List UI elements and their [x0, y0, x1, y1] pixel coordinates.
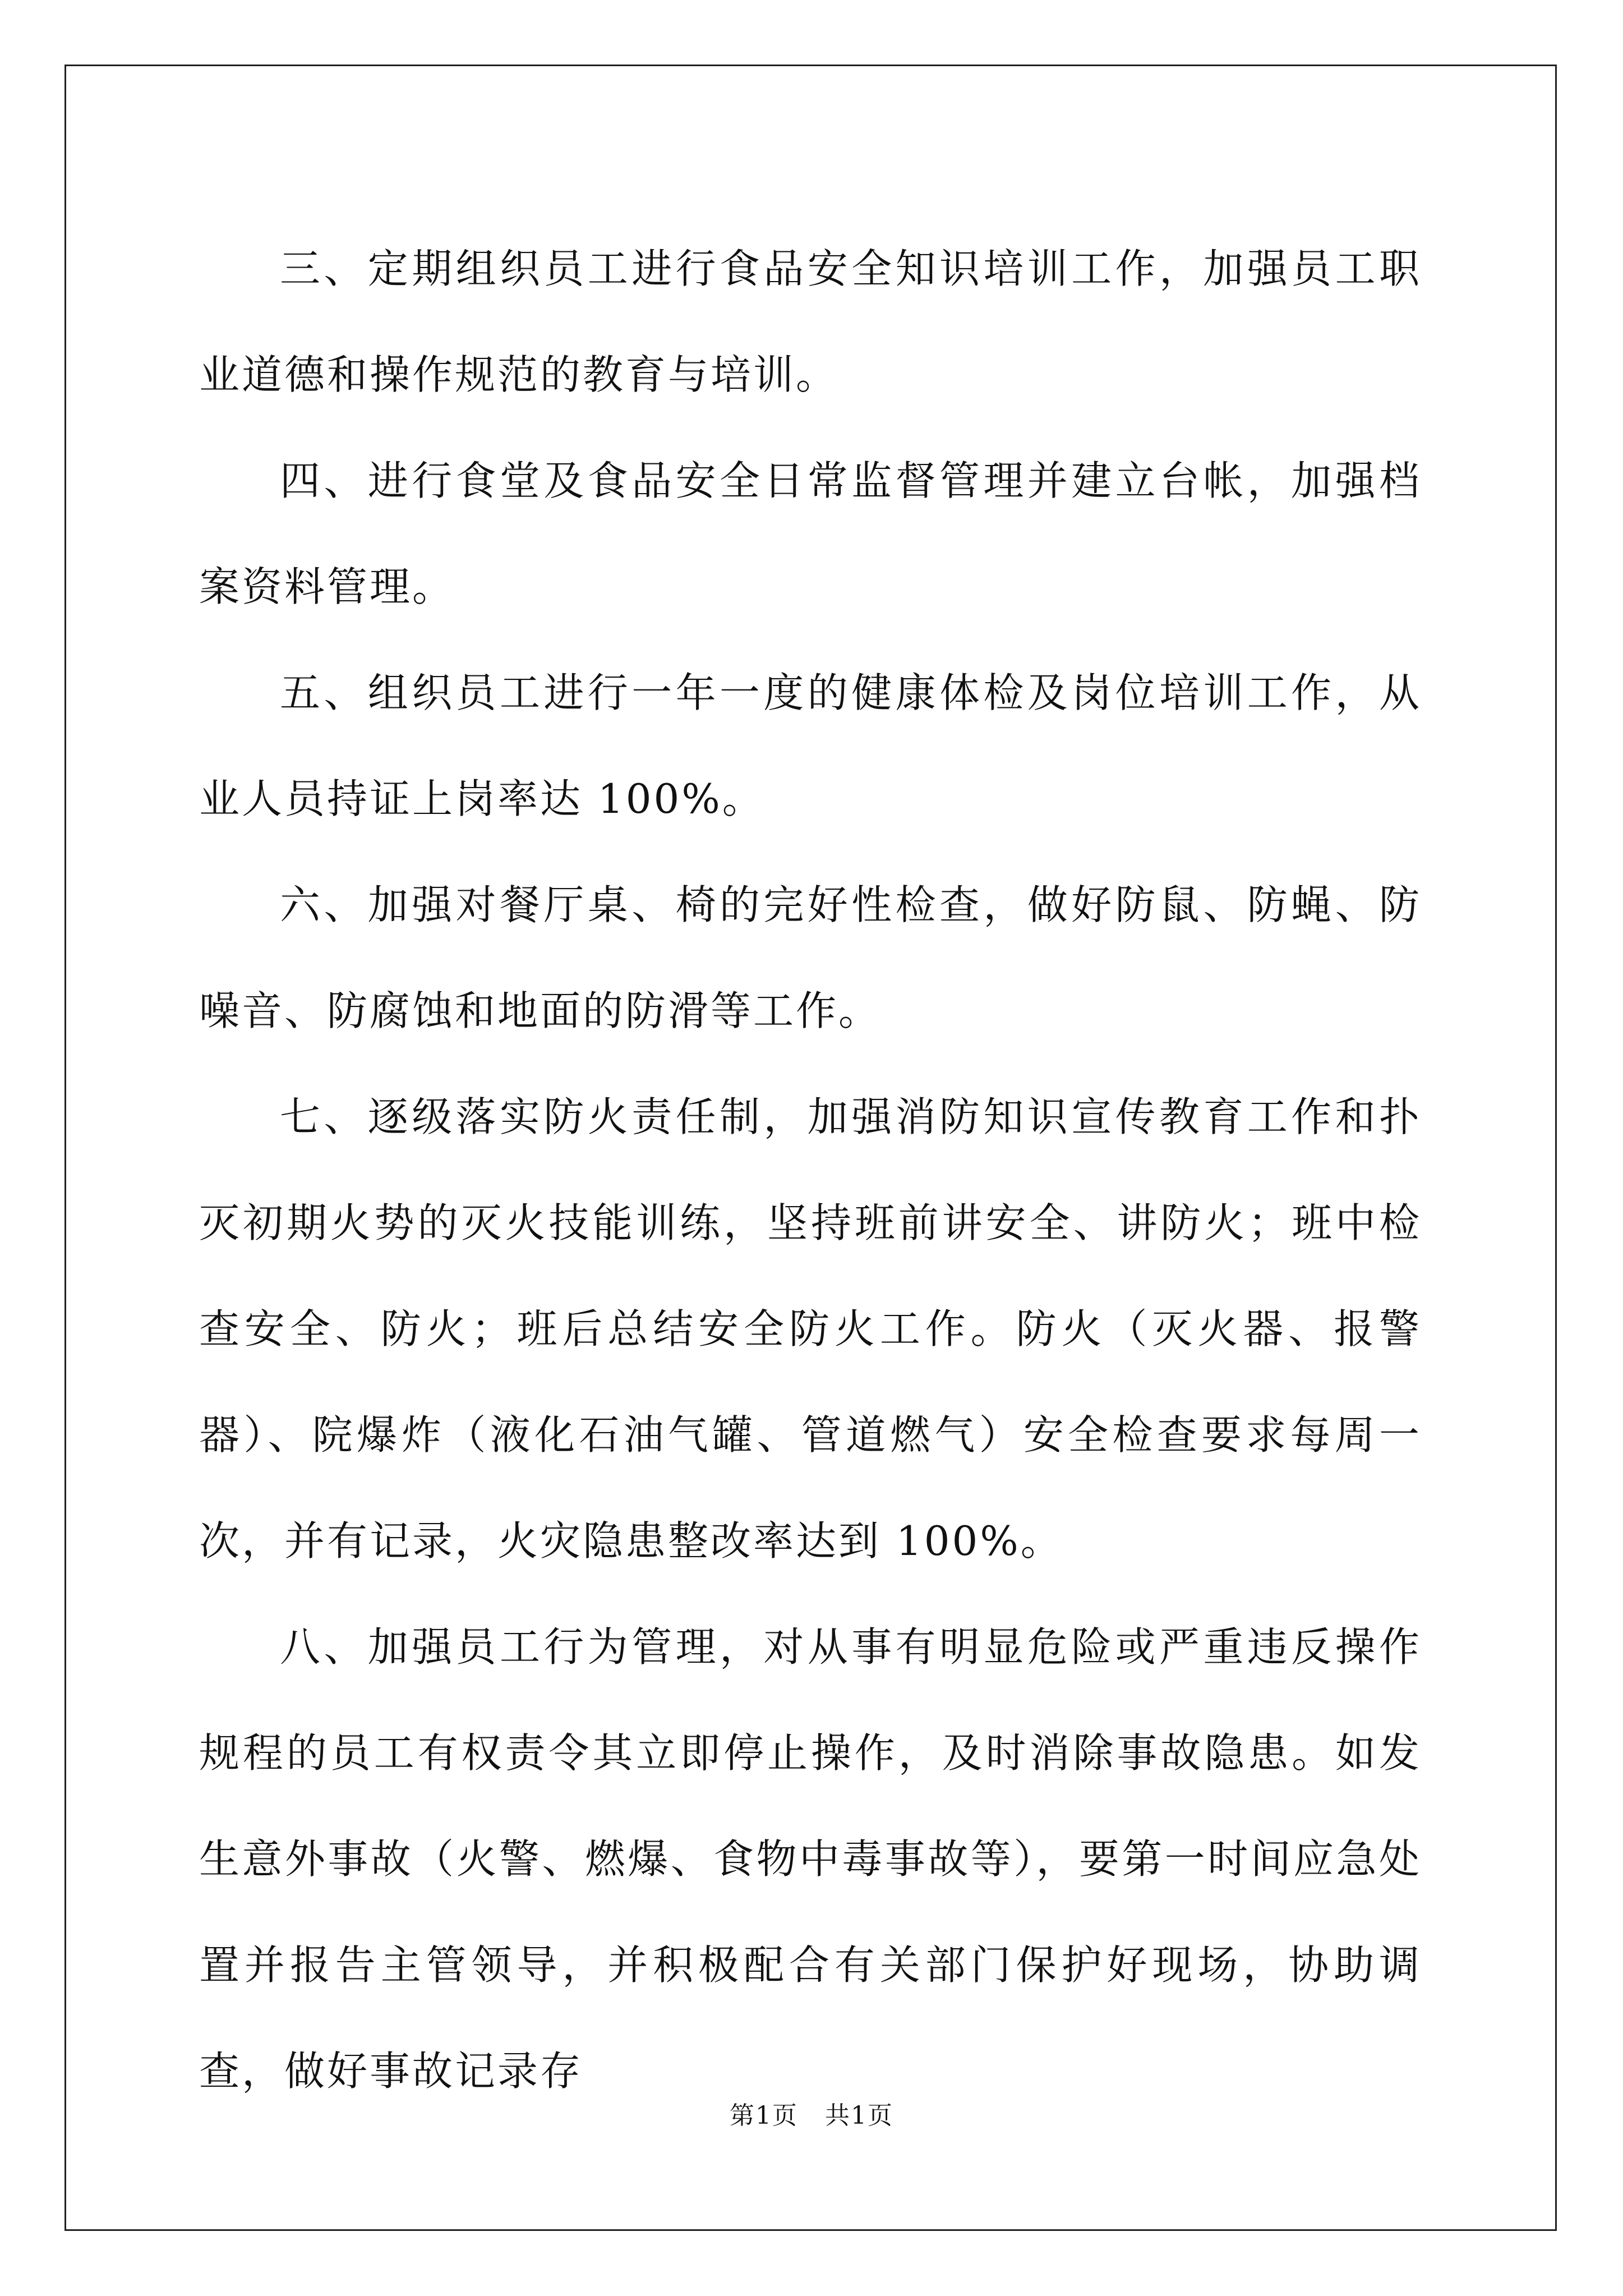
paragraph-7: 七、逐级落实防火责任制，加强消防知识宣传教育工作和扑灭初期火势的灭火技能训练，坚持班前讲安全、讲防火；班中检查安全、防火；班后总结安全防火工作。防火（灭火器、报警器）、院爆炸（液化石油气罐、管道燃气）安全检查要求每周一次，并有记录，火灾隐患整改率达到 100%。: [199, 1093, 1422, 1565]
page-footer: [0, 2099, 1623, 2133]
paragraph-5: 五、组织员工进行一年一度的健康体检及岗位培训工作，从业人员持证上岗率达 100%。: [199, 669, 1422, 822]
page-number-total: 共1页: [825, 2101, 893, 2130]
paragraph-3: 三、定期组织员工进行食品安全知识培训工作，加强员工职业道德和操作规范的教育与培训。: [199, 245, 1422, 398]
paragraph-8: 八、加强员工行为管理，对从事有明显危险或严重违反操作规程的员工有权责令其立即停止操作，及时消除事故隐患。如发生意外事故（火警、燃爆、食物中毒事故等），要第一时间应急处置并报告主管领导，并积极配合有关部门保护好现场，协助调查，做好事故记录存: [199, 1623, 1422, 2095]
page-number-current: 第1页: [730, 2101, 798, 2130]
paragraph-4: 四、进行食堂及食品安全日常监督管理并建立台帐，加强档案资料管理。: [199, 457, 1422, 610]
document-body: [199, 216, 1422, 2124]
paragraph-6: 六、加强对餐厅桌、椅的完好性检查，做好防鼠、防蝇、防噪音、防腐蚀和地面的防滑等工作。: [199, 881, 1422, 1034]
